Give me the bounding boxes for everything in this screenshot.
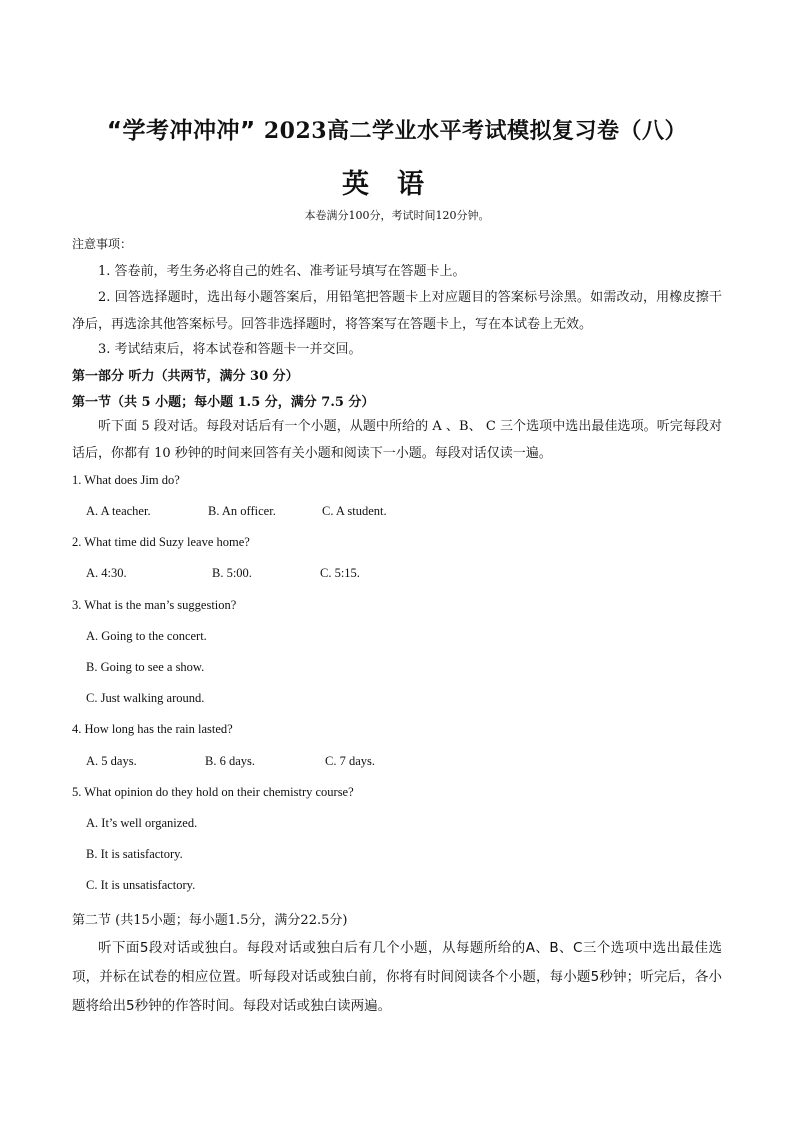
q3-option-b: B. Going to see a show.	[86, 660, 205, 674]
q5-option-b: B. It is satisfactory.	[86, 847, 183, 861]
section1-instructions: 听下面 5 段对话。每段对话后有一个小题，从题中所给的 A 、B、 C 三个选项中选出最佳选项。听完每段对话后，你都有 10 秒钟的时间来回答有关小题和阅读下一小题。每段对话仅读一遍。	[72, 419, 722, 461]
notice-item-1: 1. 答卷前，考生务必将自己的姓名、准考证号填写在答题卡上。	[98, 264, 466, 279]
question-5: 5. What opinion do they hold on their chemistry course?	[72, 785, 354, 799]
q4-option-a: A. 5 days.	[86, 754, 137, 768]
q1-option-b: B. An officer.	[208, 504, 276, 518]
subject-heading: 英语	[342, 169, 452, 200]
q2-option-a: A. 4:30.	[86, 566, 127, 580]
notice-item-3: 3. 考试结束后，将本试卷和答题卡一并交回。	[98, 342, 362, 357]
brand-name: “学考冲冲冲”	[106, 118, 256, 144]
q4-option-b: B. 6 days.	[205, 754, 255, 768]
exam-title	[0, 112, 794, 145]
q4-option-c: C. 7 days.	[325, 754, 375, 768]
section2-heading: 第二节 (共15小题；每小题1.5分，满分22.5分)	[72, 913, 348, 928]
question-3: 3. What is the man’s suggestion?	[72, 598, 237, 612]
question-1: 1. What does Jim do?	[72, 473, 180, 487]
section1-heading: 第一节（共 5 小题；每小题 1.5 分，满分 7.5 分）	[72, 395, 375, 410]
section2-instructions: 听下面5段对话或独白。每段对话或独白后有几个小题，从每题所给的A、B、C三个选项中选出最佳选项，并标在试卷的相应位置。听每段对话或独白前，你将有时间阅读各个小题，每小题5秒钟；听完后，各小题将给出5秒钟的作答时间。每段对话或独白读两遍。	[72, 940, 722, 1014]
score-note: 本卷满分100分，考试时间120分钟。	[304, 209, 490, 222]
q1-option-c: C. A student.	[322, 504, 387, 518]
question-4: 4. How long has the rain lasted?	[72, 722, 233, 736]
q2-option-b: B. 5:00.	[212, 566, 252, 580]
question-2: 2. What time did Suzy leave home?	[72, 535, 250, 549]
q2-option-c: C. 5:15.	[320, 566, 360, 580]
q3-option-c: C. Just walking around.	[86, 691, 205, 705]
notice-heading: 注意事项：	[72, 237, 133, 251]
q5-option-a: A. It’s well organized.	[86, 816, 198, 830]
title-text: 2023高二学业水平考试模拟复习卷（八）	[263, 118, 688, 144]
q3-option-a: A. Going to the concert.	[86, 629, 207, 643]
q5-option-c: C. It is unsatisfactory.	[86, 878, 196, 892]
q1-option-a: A. A teacher.	[86, 504, 151, 518]
part1-heading: 第一部分 听力（共两节，满分 30 分）	[72, 369, 299, 384]
notice-item-2: 2. 回答选择题时，选出每小题答案后，用铅笔把答题卡上对应题目的答案标号涂黑。如需改动，用橡皮擦干净后，再选涂其他答案标号。回答非选择题时，将答案写在答题卡上，写在本试卷上无效。	[72, 290, 722, 332]
